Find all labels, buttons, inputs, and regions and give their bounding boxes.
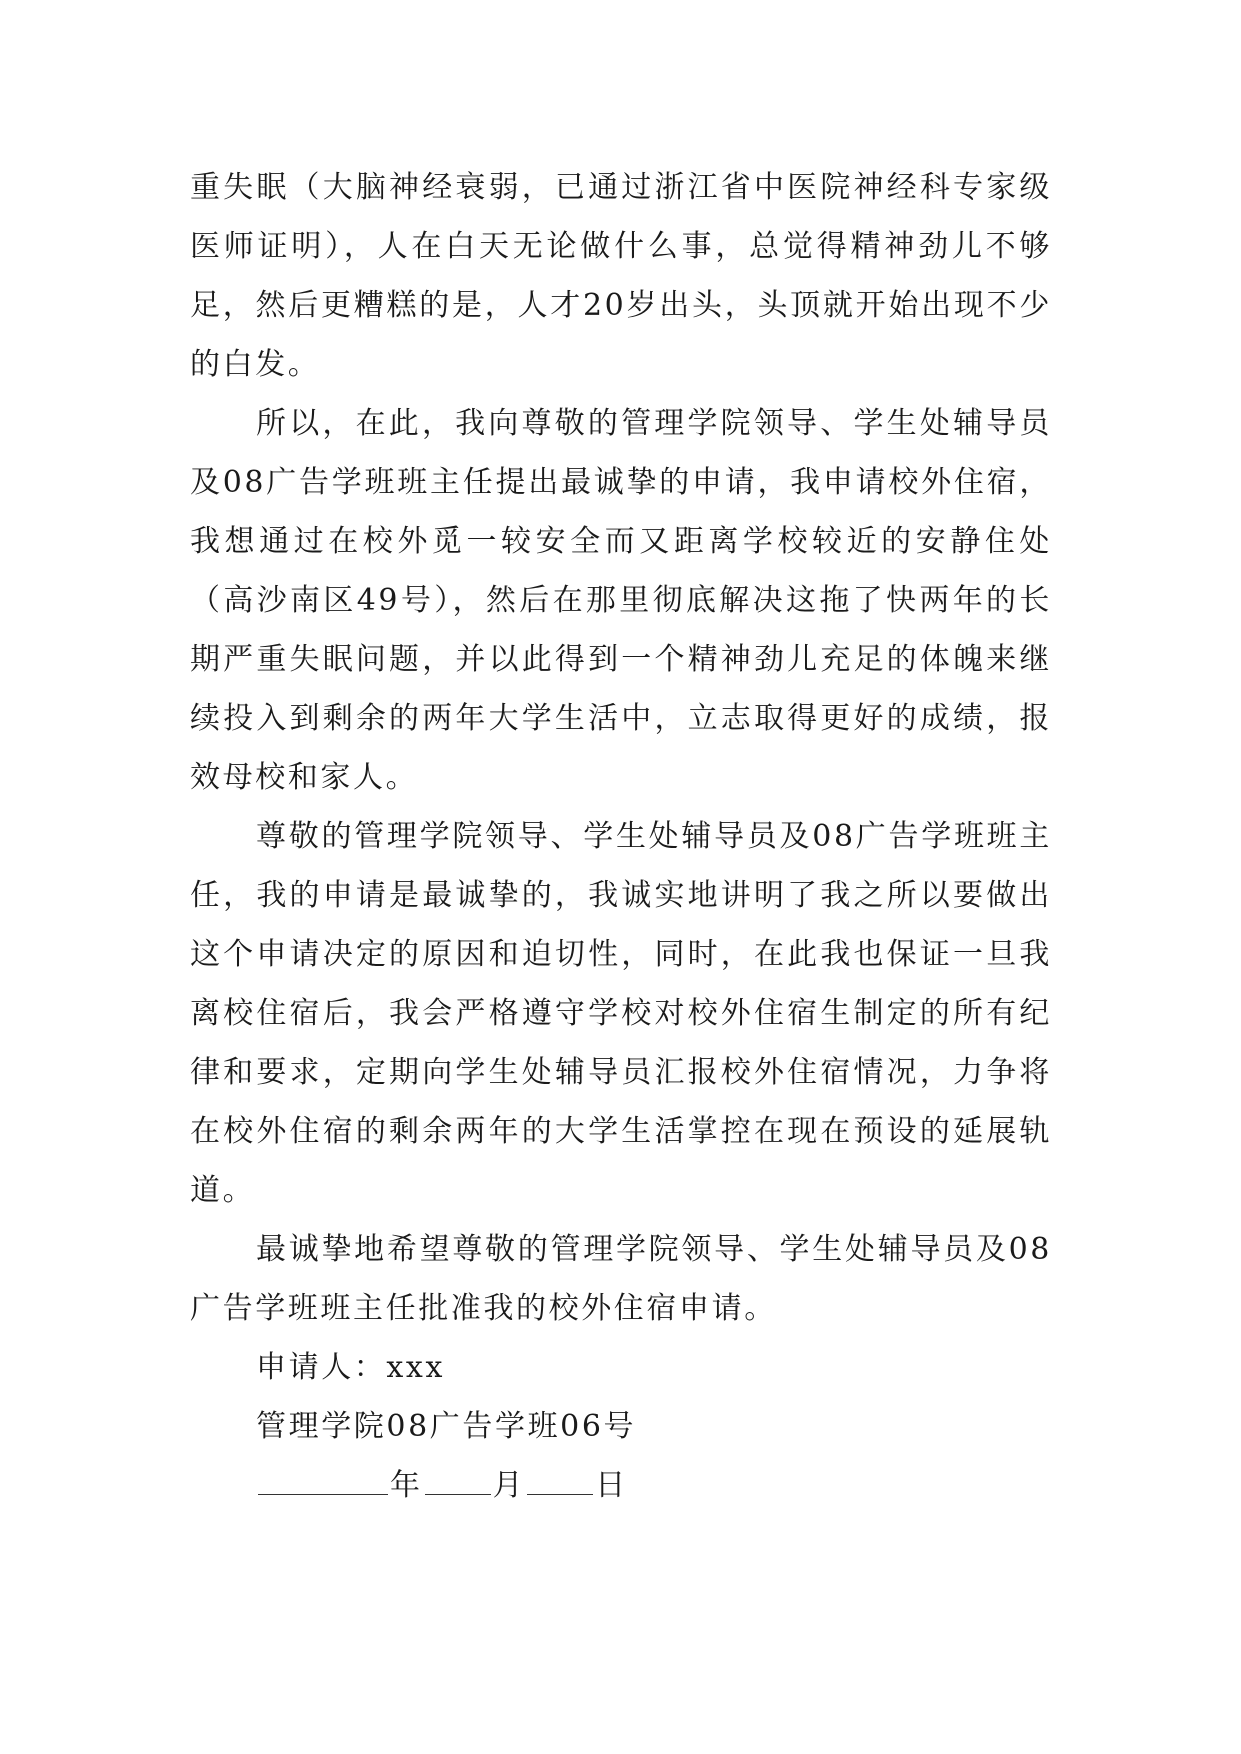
day-blank (527, 1470, 593, 1495)
class-info: 管理学院08广告学班06号 (256, 1409, 637, 1444)
day-label: 日 (595, 1468, 628, 1503)
paragraph-4: 最诚挚地希望尊敬的管理学院领导、学生处辅导员及08广告学班班主任批准我的校外住宿申请。 (190, 1232, 1052, 1326)
month-label: 月 (492, 1468, 526, 1503)
year-blank (258, 1470, 388, 1495)
applicant-signature: 申请人：xxx (256, 1350, 445, 1385)
paragraph-2: 所以，在此，我向尊敬的管理学院领导、学生处辅导员及08广告学班班主任提出最诚挚的申请，我申请校外住宿，我想通过在校外觅一较安全而又距离学校较近的安静住处（高沙南区49号），然后在那里彻底解决这拖了快两年的长期严重失眠问题，并以此得到一个精神劲儿充足的体魄来继续投入到剩余的两年大学生活中，立志取得更好的成绩，报效母校和家人。 (190, 406, 1052, 795)
month-blank (425, 1470, 491, 1495)
paragraph-1: 重失眠（大脑神经衰弱，已通过浙江省中医院神经科专家级医师证明），人在白天无论做什么事，总觉得精神劲儿不够足，然后更糟糕的是，人才20岁出头，头顶就开始出现不少的白发。 (190, 170, 1052, 382)
document-body (190, 158, 1052, 1515)
date-line (190, 1456, 1052, 1515)
paragraph-3: 尊敬的管理学院领导、学生处辅导员及08广告学班班主任，我的申请是最诚挚的，我诚实地讲明了我之所以要做出这个申请决定的原因和迫切性，同时，在此我也保证一旦我离校住宿后，我会严格遵守学校对校外住宿生制定的所有纪律和要求，定期向学生处辅导员汇报校外住宿情况，力争将在校外住宿的剩余两年的大学生活掌控在现在预设的延展轨道。 (190, 819, 1052, 1208)
year-label: 年 (390, 1468, 423, 1503)
